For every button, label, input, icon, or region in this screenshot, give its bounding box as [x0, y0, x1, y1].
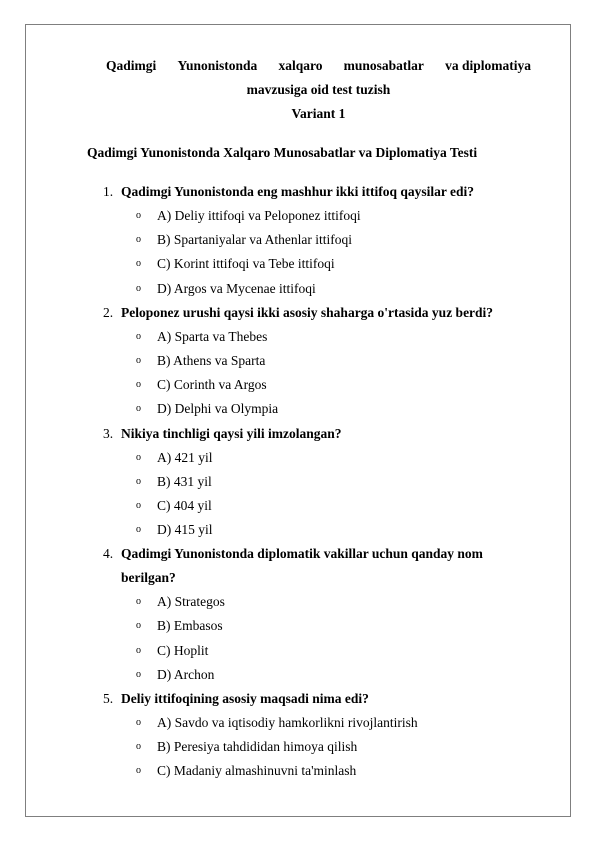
- circle-bullet-icon: o: [136, 620, 141, 632]
- circle-bullet-icon: o: [136, 258, 141, 270]
- question-list: [0, 180, 596, 784]
- circle-bullet-icon: o: [136, 717, 141, 728]
- question-item: [0, 301, 596, 422]
- question-text: Qadimgi Yunonistonda diplomatik vakillar uchun qanday nom berilgan?: [121, 546, 483, 586]
- answer-option: [0, 446, 596, 470]
- answer-option: [0, 204, 596, 228]
- answer-option-text: B) Embasos: [157, 618, 223, 634]
- circle-bullet-icon: o: [136, 765, 141, 777]
- circle-bullet-icon: o: [136, 210, 141, 221]
- title-word: Qadimgi: [106, 58, 157, 73]
- circle-bullet-icon: o: [136, 379, 141, 391]
- answer-option: [0, 759, 596, 783]
- circle-bullet-icon: o: [136, 403, 141, 415]
- answer-option: [0, 711, 596, 735]
- question-number: 5.: [103, 691, 114, 706]
- circle-bullet-icon: o: [136, 354, 141, 366]
- answer-option-text: B) Athens va Sparta: [157, 352, 266, 368]
- answer-option: [0, 639, 596, 663]
- question-text: Peloponez urushi qaysi ikki asosiy shaharga o'rtasida yuz berdi?: [121, 304, 494, 320]
- option-list: [0, 325, 596, 422]
- question-number: 4.: [103, 546, 114, 562]
- answer-option-text: D) Archon: [157, 666, 215, 682]
- answer-option-text: C) Hoplit: [157, 642, 209, 658]
- circle-bullet-icon: o: [136, 596, 141, 608]
- circle-bullet-icon: o: [136, 499, 141, 511]
- option-list: [0, 446, 596, 543]
- answer-option-text: C) Korint ittifoqi va Tebe ittifoqi: [157, 256, 335, 272]
- answer-option: [0, 614, 596, 638]
- answer-option: [0, 735, 596, 759]
- answer-option: [0, 663, 596, 687]
- answer-option-text: A) Strategos: [157, 594, 225, 610]
- circle-bullet-icon: o: [136, 282, 141, 294]
- answer-option-text: A) Savdo va iqtisodiy hamkorlikni rivojlantirish: [157, 715, 418, 730]
- answer-option-text: D) Delphi va Olympia: [157, 401, 279, 417]
- answer-option: [0, 470, 596, 494]
- title-word: va diplomatiya: [445, 58, 531, 73]
- circle-bullet-icon: o: [136, 234, 141, 246]
- option-list: [0, 590, 596, 687]
- circle-bullet-icon: o: [136, 644, 141, 656]
- circle-bullet-icon: o: [136, 451, 141, 463]
- answer-option-text: A) 421 yil: [157, 449, 213, 465]
- answer-option-text: C) Corinth va Argos: [157, 377, 267, 393]
- question-text: Nikiya tinchligi qaysi yili imzolangan?: [121, 425, 342, 441]
- answer-option: [0, 518, 596, 542]
- document-title-line2: mavzusiga oid test tuzish: [246, 82, 391, 97]
- answer-option: [0, 228, 596, 252]
- document-title: [106, 58, 531, 74]
- answer-option: [0, 349, 596, 373]
- circle-bullet-icon: o: [136, 668, 141, 680]
- answer-option-text: C) Madaniy almashinuvni ta'minlash: [157, 763, 357, 779]
- answer-option-text: A) Deliy ittifoqi va Peloponez ittifoqi: [157, 208, 361, 223]
- circle-bullet-icon: o: [136, 741, 141, 753]
- answer-option-text: C) 404 yil: [157, 497, 212, 513]
- question-item: [0, 542, 596, 687]
- circle-bullet-icon: o: [136, 524, 141, 536]
- title-word: xalqaro: [278, 58, 323, 73]
- circle-bullet-icon: o: [136, 330, 141, 342]
- answer-option: [0, 590, 596, 614]
- answer-option-text: B) 431 yil: [157, 473, 212, 489]
- answer-option-text: A) Sparta va Thebes: [157, 328, 268, 344]
- option-list: [0, 204, 596, 301]
- answer-option-text: B) Spartaniyalar va Athenlar ittifoqi: [157, 232, 352, 248]
- answer-option: [0, 397, 596, 421]
- question-number: 3.: [103, 425, 114, 441]
- answer-option: [0, 325, 596, 349]
- question-text: Qadimgi Yunonistonda eng mashhur ikki ittifoq qaysilar edi?: [121, 184, 474, 199]
- question-item: [0, 180, 596, 301]
- circle-bullet-icon: o: [136, 475, 141, 487]
- question-item: [0, 687, 596, 784]
- answer-option-text: D) Argos va Mycenae ittifoqi: [157, 280, 316, 296]
- answer-option-text: B) Peresiya tahdididan himoya qilish: [157, 739, 358, 755]
- answer-option: [0, 252, 596, 276]
- question-number: 1.: [103, 184, 114, 199]
- question-text: Deliy ittifoqining asosiy maqsadi nima edi?: [121, 691, 369, 706]
- answer-option-text: D) 415 yil: [157, 522, 213, 538]
- option-list: [0, 711, 596, 784]
- title-word: Yunonistonda: [177, 58, 258, 73]
- title-word: munosabatlar: [343, 58, 424, 73]
- answer-option: [0, 373, 596, 397]
- question-item: [0, 422, 596, 543]
- question-number: 2.: [103, 304, 114, 320]
- answer-option: [0, 277, 596, 301]
- test-title: Qadimgi Yunonistonda Xalqaro Munosabatlar va Diplomatiya Testi: [87, 145, 478, 160]
- answer-option: [0, 494, 596, 518]
- variant-label: Variant 1: [291, 106, 346, 121]
